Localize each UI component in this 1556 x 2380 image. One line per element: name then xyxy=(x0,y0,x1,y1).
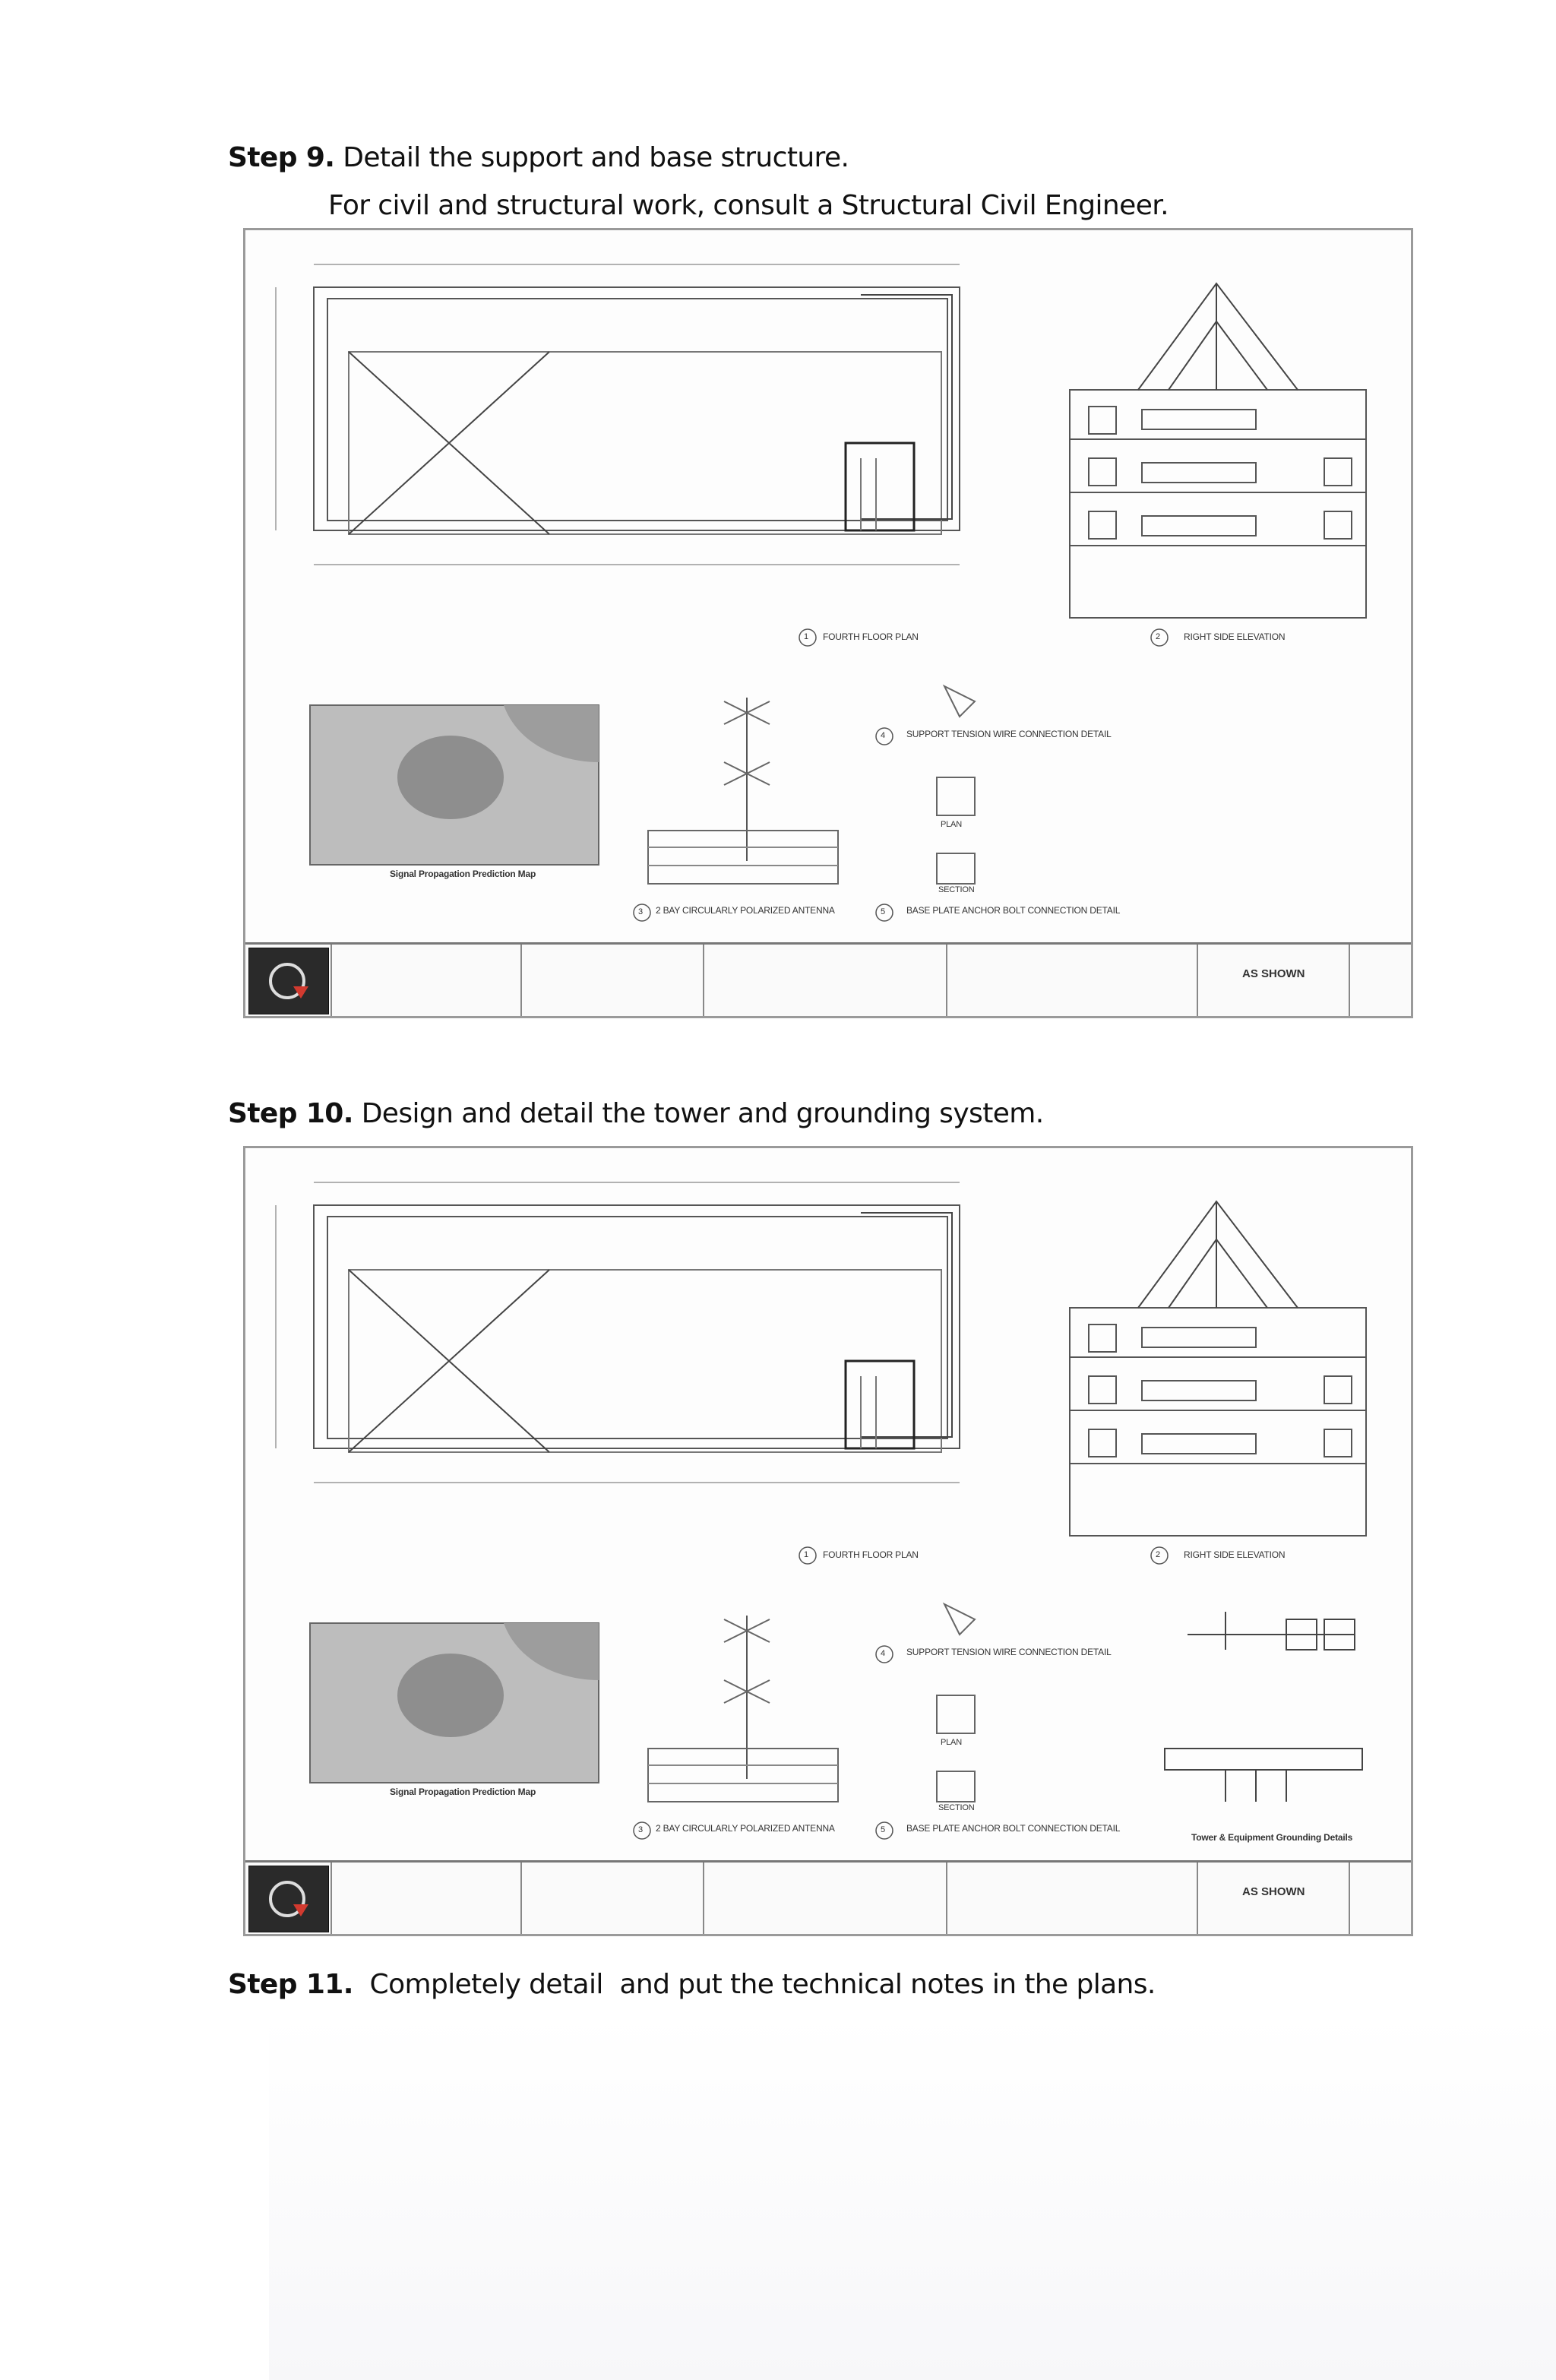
view-number-2: 2 xyxy=(1156,1550,1160,1559)
step-9-subtext: For civil and structural work, consult a Structural Civil Engineer. xyxy=(328,190,1169,221)
step-11-text: Completely detail and put the technical notes in the plans. xyxy=(361,1969,1156,2000)
view-number-3: 3 xyxy=(638,907,643,916)
title-block-owner-cell xyxy=(946,945,1198,1016)
drawing-sheet-1 xyxy=(243,228,1413,1018)
title-block-scale-cell xyxy=(1197,1863,1350,1934)
step-9-label: Step 9. xyxy=(228,142,335,173)
drawing-sheet-2-graphics xyxy=(245,1148,1415,1938)
step-10-label: Step 10. xyxy=(228,1098,353,1129)
company-logo xyxy=(248,1866,329,1932)
tension-wire-detail-title: SUPPORT TENSION WIRE CONNECTION DETAIL xyxy=(906,729,1112,739)
plan-label: PLAN xyxy=(941,1738,962,1747)
view-number-3: 3 xyxy=(638,1825,643,1834)
view-number-4: 4 xyxy=(881,1649,885,1658)
grounding-detail-title: Tower & Equipment Grounding Details xyxy=(1191,1832,1353,1843)
step-11-label: Step 11. xyxy=(228,1969,353,2000)
base-plate-detail-title: BASE PLATE ANCHOR BOLT CONNECTION DETAIL xyxy=(906,905,1121,916)
step-9-heading xyxy=(228,141,849,175)
title-block-scale-cell xyxy=(1197,945,1350,1016)
title-block-sheet-cell xyxy=(1349,1863,1415,1934)
title-block-info-cell xyxy=(330,1863,522,1934)
drawing-sheet-2 xyxy=(243,1146,1413,1936)
title-block-sheet-cell xyxy=(1349,945,1415,1016)
view-number-2: 2 xyxy=(1156,632,1160,641)
fourth-floor-plan-title: FOURTH FLOOR PLAN xyxy=(823,1549,919,1560)
logo-icon xyxy=(249,948,328,1014)
map-caption: Signal Propagation Prediction Map xyxy=(390,869,536,879)
view-number-4: 4 xyxy=(881,731,885,740)
right-side-elevation-title: RIGHT SIDE ELEVATION xyxy=(1184,1549,1286,1560)
step-11-heading xyxy=(228,1968,1156,2002)
title-block-project-cell xyxy=(703,1863,947,1934)
fourth-floor-plan-title: FOURTH FLOOR PLAN xyxy=(823,631,919,642)
step-10-heading xyxy=(228,1097,1044,1131)
title-block-notes-cell xyxy=(520,945,704,1016)
title-block-project-cell xyxy=(703,945,947,1016)
title-block xyxy=(245,942,1411,1016)
view-number-5: 5 xyxy=(881,907,885,916)
view-number-1: 1 xyxy=(804,1550,808,1559)
page-background-shade xyxy=(269,2014,1556,2380)
base-plate-detail-title: BASE PLATE ANCHOR BOLT CONNECTION DETAIL xyxy=(906,1823,1121,1834)
company-logo xyxy=(248,948,329,1014)
section-label: SECTION xyxy=(938,885,975,894)
title-block-info-cell xyxy=(330,945,522,1016)
antenna-detail-title: 2 BAY CIRCULARLY POLARIZED ANTENNA xyxy=(656,905,835,916)
tension-wire-detail-title: SUPPORT TENSION WIRE CONNECTION DETAIL xyxy=(906,1647,1112,1657)
drawing-sheet-1-graphics xyxy=(245,230,1415,1021)
view-number-5: 5 xyxy=(881,1825,885,1834)
map-caption: Signal Propagation Prediction Map xyxy=(390,1787,536,1797)
title-block-notes-cell xyxy=(520,1863,704,1934)
scale-text: AS SHOWN xyxy=(1242,1885,1305,1898)
step-9-text: Detail the support and base structure. xyxy=(343,142,849,173)
scale-text: AS SHOWN xyxy=(1242,967,1305,980)
right-side-elevation-title: RIGHT SIDE ELEVATION xyxy=(1184,631,1286,642)
section-label: SECTION xyxy=(938,1803,975,1812)
title-block xyxy=(245,1860,1411,1934)
plan-label: PLAN xyxy=(941,820,962,829)
title-block-owner-cell xyxy=(946,1863,1198,1934)
logo-icon xyxy=(249,1866,328,1932)
antenna-detail-title: 2 BAY CIRCULARLY POLARIZED ANTENNA xyxy=(656,1823,835,1834)
step-10-text: Design and detail the tower and grounding system. xyxy=(361,1098,1044,1129)
view-number-1: 1 xyxy=(804,632,808,641)
